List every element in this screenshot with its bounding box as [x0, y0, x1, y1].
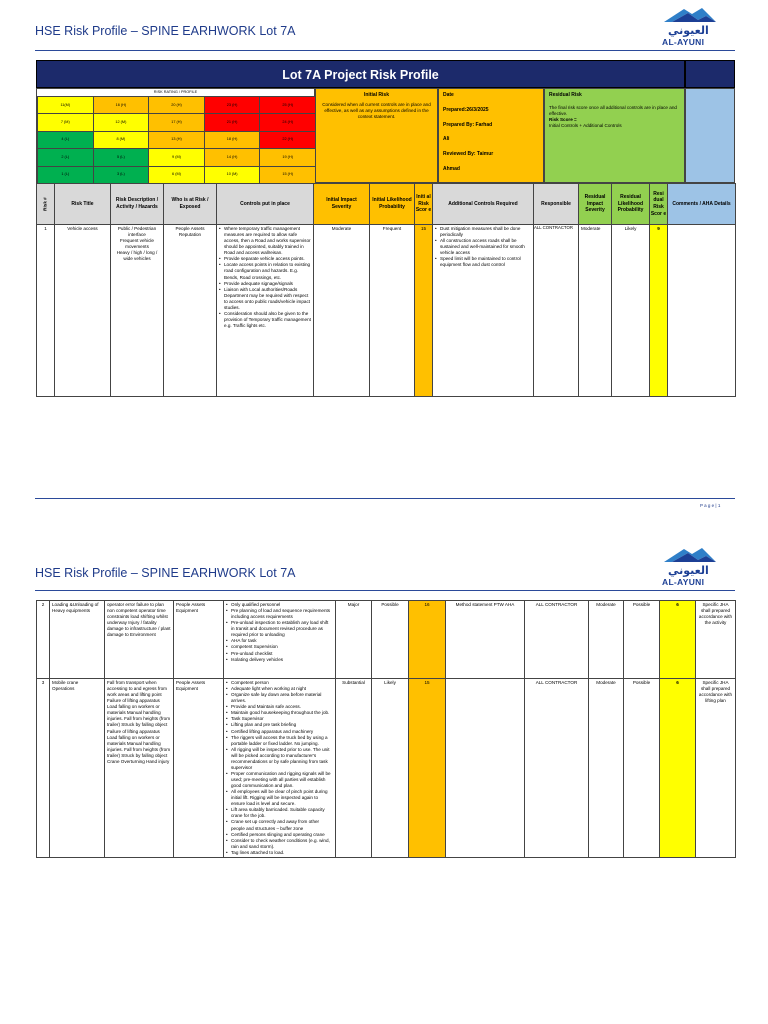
- list-item: • Pre-unload checklist: [226, 651, 333, 657]
- matrix-cell: 3 (L): [93, 166, 149, 183]
- matrix-cell: 20 (H): [149, 97, 205, 114]
- row-init-score: 15: [415, 225, 433, 397]
- page-title: HSE Risk Profile – SPINE EARHWORK Lot 7A: [35, 24, 296, 38]
- prepared-date: Prepared:26/3/2025: [443, 106, 489, 113]
- risk-matrix: [36, 88, 315, 183]
- col-risk-title: Risk Title: [55, 184, 111, 225]
- list-item: • competent Supervision: [226, 644, 333, 650]
- matrix-cell: 22 (H): [260, 131, 316, 148]
- list-item: • Organize safe lay down area before material arrives.: [226, 692, 333, 704]
- page-title-2: HSE Risk Profile – SPINE EARHWORK Lot 7A: [35, 566, 296, 580]
- col-comments: Comments / AHA Details: [668, 184, 736, 225]
- row-who: People Assets Equipment: [174, 679, 224, 858]
- header-divider-2: [35, 590, 735, 591]
- list-item: • Certified persons slinging and operating crane: [226, 832, 333, 838]
- row-init-sev: Substantial: [336, 679, 372, 858]
- list-item: • Provide adequate signage/signals: [219, 281, 311, 287]
- row-comments: Specific JHA shall prepared accordance with lifting plan: [696, 679, 736, 858]
- page-2: [0, 520, 768, 1024]
- col-risk-desc: Risk Description / Activity / Hazards: [111, 184, 164, 225]
- list-item: • Dust mitigation measures shall be done periodically: [435, 226, 531, 238]
- matrix-cell: 9 (M): [149, 149, 205, 166]
- col-res-score: Resi dual Risk Scor e: [650, 184, 668, 225]
- row-title: Mobile crane Operations: [50, 679, 105, 858]
- row-who: People Assets Equipment: [174, 601, 224, 679]
- row-init-score: 16: [409, 601, 446, 679]
- row-res-score: 6: [660, 601, 696, 679]
- list-item: • All employees will be clear of pinch point during initial lift. Rigging will be inspected again to ensure load is level and secure.: [226, 789, 333, 807]
- table-row: [37, 601, 736, 679]
- row-title: Vehicle access: [55, 225, 111, 397]
- list-item: • Lifting plan and pre task briefing: [226, 722, 333, 728]
- residual-risk-box: [544, 88, 685, 183]
- logo-mark-icon: [662, 6, 718, 24]
- prepared-by-2: Ali: [443, 136, 450, 143]
- row-responsible: ALL CONTRACTOR: [525, 679, 589, 858]
- matrix-cell: 1 (L): [38, 166, 94, 183]
- initial-risk-box: [315, 88, 438, 183]
- matrix-cell: 6 (M): [149, 166, 205, 183]
- list-item: • Only qualified personnel: [226, 602, 333, 608]
- matrix-cell: 11(M): [38, 97, 94, 114]
- row-desc: operator error failure to plan non competent operator time constraints load shifting whilst underway Injury / fatality damage to infrastructure / plant damage to Environment: [105, 601, 174, 679]
- col-init-score: Initi al Risk Scor e: [415, 184, 433, 225]
- matrix-row: [38, 114, 316, 131]
- row-res-lik: Likely: [612, 225, 650, 397]
- matrix-cell: 18 (H): [204, 131, 260, 148]
- row-init-sev: Major: [336, 601, 372, 679]
- risk-score-label: Risk Score =: [549, 117, 577, 123]
- matrix-table: [37, 96, 316, 184]
- table-row: [37, 225, 736, 397]
- page-number: P a g e | 1: [700, 503, 721, 508]
- residual-risk-title: Residual Risk: [549, 92, 582, 98]
- row-res-lik: Possible: [624, 679, 660, 858]
- col-init-lik: Initial Likelihood Probability: [370, 184, 415, 225]
- risk-table: [36, 183, 736, 397]
- list-item: • Provide separate vehicle access points.: [219, 256, 311, 262]
- col-controls: Controls put in place: [217, 184, 314, 225]
- row-add-controls: [433, 225, 534, 397]
- row-init-score: 15: [409, 679, 446, 858]
- row-init-lik: Frequent: [370, 225, 415, 397]
- row-responsible: ALL CONTRACTOR: [525, 601, 589, 679]
- row-res-score: 6: [660, 679, 696, 858]
- row-responsible: ALL CONTRACTOR: [534, 225, 579, 397]
- matrix-cell: 23 (H): [204, 97, 260, 114]
- list-item: • Maintain good housekeeping throughout the job.: [226, 710, 333, 716]
- logo-english: AL-AYUNI: [662, 37, 705, 47]
- matrix-row: [38, 131, 316, 148]
- matrix-cell: 12 (M): [93, 114, 149, 131]
- company-logo: [658, 6, 722, 50]
- matrix-cell: 17 (H): [149, 114, 205, 131]
- comments-header-fill: [685, 88, 735, 183]
- col-res-sev: Residual Impact Severity: [579, 184, 612, 225]
- initial-risk-text: Considered when all current controls are in place and effective, as well as any assumptions defined in the context statement.: [322, 101, 431, 120]
- matrix-row: [38, 97, 316, 114]
- list-item: • Adequate light when working at night: [226, 686, 333, 692]
- matrix-cell: 14 (H): [204, 149, 260, 166]
- row-res-sev: Moderate: [589, 679, 624, 858]
- list-item: • Speed limit will be maintained to control equipment flow and dust control: [435, 256, 531, 268]
- list-item: • Pre planning of load and sequence requirements including access requirements: [226, 608, 333, 620]
- row-res-sev: Moderate: [589, 601, 624, 679]
- row-no: 1: [37, 225, 55, 397]
- row-controls: [217, 225, 314, 397]
- risk-score-text: Initial Controls + Additional Controls: [549, 123, 622, 129]
- table-row: [37, 679, 736, 858]
- matrix-cell: 19 (H): [260, 149, 316, 166]
- list-item: • Locate access points in relation to existing road configuration and hazards. E.g. Bends, Road crossings, etc.: [219, 262, 311, 280]
- matrix-cell: 25 (H): [260, 97, 316, 114]
- row-comments: Specific JHA shall prepared accordance with the activity: [696, 601, 736, 679]
- matrix-title: RISK RATING / PROFILE: [153, 90, 198, 94]
- row-init-sev: Moderate: [314, 225, 370, 397]
- logo-mark-icon: [662, 546, 718, 564]
- list-item: • AHA for task: [226, 638, 333, 644]
- list-item: • Tag lines attached to load.: [226, 850, 333, 856]
- list-item: • Pre-unload inspection to establish any load shift in transit and document revised procedure as required prior to unloading: [226, 620, 333, 638]
- list-item: • Competent person: [226, 680, 333, 686]
- row-comments: [668, 225, 736, 397]
- col-responsible: Responsible: [534, 184, 579, 225]
- row-res-sev: Moderate: [579, 225, 612, 397]
- row-init-lik: Possible: [372, 601, 409, 679]
- col-add-controls: Additional Controls Required: [433, 184, 534, 225]
- list-item: • The riggers will access the truck bed by using a portable ladder or fixed ladder. No jumping.: [226, 735, 333, 747]
- profile-title: Lot 7A Project Risk Profile: [36, 60, 685, 88]
- prepared-by: Prepared By: Farhad: [443, 121, 493, 128]
- row-no: 3: [37, 679, 50, 858]
- title-band-end: [685, 60, 735, 88]
- list-item: • Provide and Maintain safe access.: [226, 704, 333, 710]
- col-who: Who is at Risk / Exposed: [164, 184, 217, 225]
- list-item: • Certified lifting apparatus and machinery: [226, 729, 333, 735]
- matrix-cell: 21 (H): [204, 114, 260, 131]
- col-res-lik: Residual Likelihood Probability: [612, 184, 650, 225]
- list-item: • Consider to check weather conditions (e.g. wind, rain and sand storm).: [226, 838, 333, 850]
- header-divider: [35, 50, 735, 51]
- residual-risk-text: The final risk score once all additional controls are in place and effective.: [549, 104, 677, 116]
- list-item: • Liaison with Local authorities/Roads Department may be required with respect to access onto public roads/vehicle impact studies.: [219, 287, 311, 311]
- matrix-cell: 5 (L): [93, 149, 149, 166]
- list-item: • Proper communication and rigging signals will be used; pre-meeting with all parties will establish good communication and plan.: [226, 771, 333, 789]
- row-controls: [224, 601, 336, 679]
- list-item: • Crane set up correctly and away from other people and structures – buffer zone: [226, 819, 333, 831]
- matrix-cell: 7 (M): [38, 114, 94, 131]
- matrix-cell: 2 (L): [38, 149, 94, 166]
- list-item: • Lift area suitably barricaded. Suitable capacity crane for the job.: [226, 807, 333, 819]
- logo-arabic: العيوني: [668, 24, 709, 37]
- matrix-cell: 24 (H): [260, 114, 316, 131]
- meta-box: [438, 88, 544, 183]
- row-add-controls: Method statement PTW AHA: [446, 601, 525, 679]
- row-desc: Fall from transport when accessing to and egress from work areas and lifting point Failure of lifting apparatus Load falling on workers or materials Manual handling injuries. Fall from heights (from trailer) Struck by falling object Failure of lifting apparatus Load falling on workers or materials Manual handling injuries. Fall from heights (from trailer) Struck by falling object Crane Overturning Hand injury: [105, 679, 174, 858]
- row-res-lik: Possible: [624, 601, 660, 679]
- reviewed-by-2: Ahmad: [443, 165, 460, 172]
- matrix-cell: 10 (M): [204, 166, 260, 183]
- matrix-cell: 13 (H): [149, 131, 205, 148]
- row-init-lik: Likely: [372, 679, 409, 858]
- footer-divider: [35, 498, 735, 499]
- list-item: • Where temporary traffic management measures are required to allow safe access, then a Road and works supervisor should be appointed, suitably trained in Road and access wallreisan.: [219, 226, 311, 256]
- list-item: • Consideration should also be given to the provision of Temporary traffic management e.g. Traffic lights etc.: [219, 311, 311, 329]
- date-label: Date: [443, 92, 454, 98]
- row-who: People Assets Reputation: [164, 225, 217, 397]
- list-item: • Isolating delivery vehicles: [226, 657, 333, 663]
- logo-english: AL-AYUNI: [662, 577, 705, 587]
- matrix-cell: 4 (L): [38, 131, 94, 148]
- reviewed-by: Reviewed By: Taimur: [443, 151, 494, 157]
- row-no: 2: [37, 601, 50, 679]
- row-res-score: 9: [650, 225, 668, 397]
- logo-arabic: العيوني: [668, 564, 709, 577]
- matrix-cell: 16 (H): [93, 97, 149, 114]
- col-init-sev: Initial Impact Severity: [314, 184, 370, 225]
- row-add-controls: [446, 679, 525, 858]
- matrix-row: [38, 166, 316, 183]
- risk-table-2: [36, 600, 736, 858]
- row-title: Loading &Unloading of Heavy equipments: [50, 601, 105, 679]
- initial-risk-title: Initial Risk: [363, 92, 389, 98]
- row-controls: [224, 679, 336, 858]
- list-item: • All rigging will be inspected prior to use. The unit will be picked according to manufacturer's recommendations or by safe planning from task supervisor: [226, 747, 333, 771]
- list-item: • Task Supervisor: [226, 716, 333, 722]
- matrix-cell: 15 (H): [260, 166, 316, 183]
- matrix-row: [38, 149, 316, 166]
- matrix-cell: 8 (M): [93, 131, 149, 148]
- row-desc: Public / Pedestrian interface Frequent vehicle movements Heavy / high / long / wide vehicles: [111, 225, 164, 397]
- company-logo-2: [658, 546, 722, 590]
- col-risk-no: Risk #: [37, 184, 55, 225]
- list-item: • All construction access roads shall be sustained and well-maintained for smooth vehicle access: [435, 238, 531, 256]
